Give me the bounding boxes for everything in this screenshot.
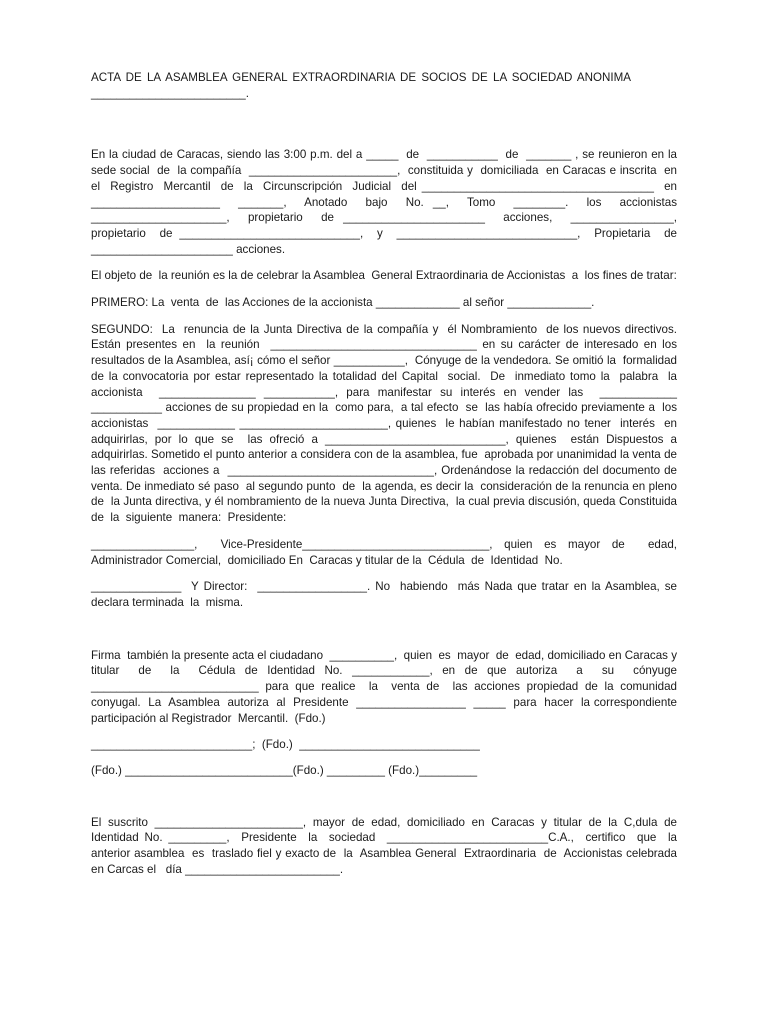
signature-line-2: (Fdo.) __________________________(Fdo.) _________ (Fdo.)_________ [91, 763, 478, 777]
document-title [91, 70, 677, 101]
opening-paragraph: En la ciudad de Caracas, siendo las 3:00 p.m. del a _____ de ___________ de _______ , se reunieron en la sede social de la compañía _______________________, constituida y domiciliada en Caracas e inscrita en el Registro Mercantil de la Circunscripción Judicial del ____________________________________ en ____________________ _______, Anotado bajo No. __, Tomo ________. los accionistas _____________________, propietario de ______________________ acciones, ________________, propietario de ____________________________, y ____________________________, Propietaria de ______________________ acciones. [91, 148, 684, 256]
primero-paragraph: PRIMERO: La venta de las Acciones de la accionista _____________ al señor _____________. [91, 296, 595, 310]
purpose-paragraph: El objeto de la reunión es la de celebrar la Asamblea General Extraordinaria de Accionistas a los fines de tratar: [91, 269, 677, 283]
spouse-authorization-paragraph: Firma también la presente acta el ciudadano __________, quien es mayor de edad, domiciliado en Caracas y titular de la Cédula de Identidad No. ____________, en de que autoriza a su cónyuge __________________________ para que realice la venta de las acciones propiedad de la comunidad conyugal. La Asamblea autoriza al Presidente _________________ _____ para hacer la correspondiente participación al Registrador Mercantil. (Fdo.) [91, 648, 684, 725]
segundo-paragraph: SEGUNDO: La renuncia de la Junta Directiva de la compañía y él Nombramiento de los nuevos directivos. Están presentes en la reunión ________________________________ en su carácter de interesado en los resultados de la Asamblea, así¡ cómo el señor ___________, Cónyuge de la vendedora. Se omitió la formalidad de la convocatoria por estar representado la totalidad del Capital social. De inmediato tomo la palabra la accionista _______________ ___________, para manifestar su interés en vender las ____________ ___________ acciones de su propiedad en la como para, a tal efecto se las había ofrecido previamente a los accionistas ____________ _______________________, quienes le habían manifestado no tener interés en adquirirlas, por lo que se las ofreció a ____________________________, quienes están Dispuestos a adquirirlas. Sometido el punto anterior a considera con de la asamblea, fue aprobada por unanimidad la venta de las referidas acciones a ________________________________, Ordenándose la redacción del documento de venta. De inmediato sé paso al segundo punto de la agenda, es decir la consideración de la renuncia en pleno de la Junta directiva, y él nombramiento de la nueva Junta Directiva, la cual previa discusión, queda Constituida de la siguiente manera: Presidente: [91, 322, 684, 525]
title-line-1: ACTA DE LA ASAMBLEA GENERAL EXTRAORDINARIA DE SOCIOS DE LA SOCIEDAD ANONIMA [91, 71, 632, 84]
title-line-2: ________________________. [91, 86, 249, 100]
certification-paragraph: El suscrito _______________________, mayor de edad, domiciliado en Caracas y titular de la C,dula de Identidad No. _________, Presidente la sociedad _________________________C.A., certifico que la anterior asamblea es traslado fiel y exacto de la Asamblea General Extraordinaria de Accionistas celebrada en Carcas el día ________________________. [91, 815, 687, 876]
board-members-paragraph: ________________, Vice-Presidente_____________________________, quien es mayor de edad, Administrador Comercial, domiciliado En Caracas y titular de la Cédula de Identidad No. [91, 537, 680, 567]
signature-line-1: _________________________; (Fdo.) ____________________________ [91, 738, 480, 752]
director-closing-paragraph: ______________ Y Director: _________________. No habiendo más Nada que tratar en la Asamblea, se declara terminada la misma. [91, 580, 681, 609]
